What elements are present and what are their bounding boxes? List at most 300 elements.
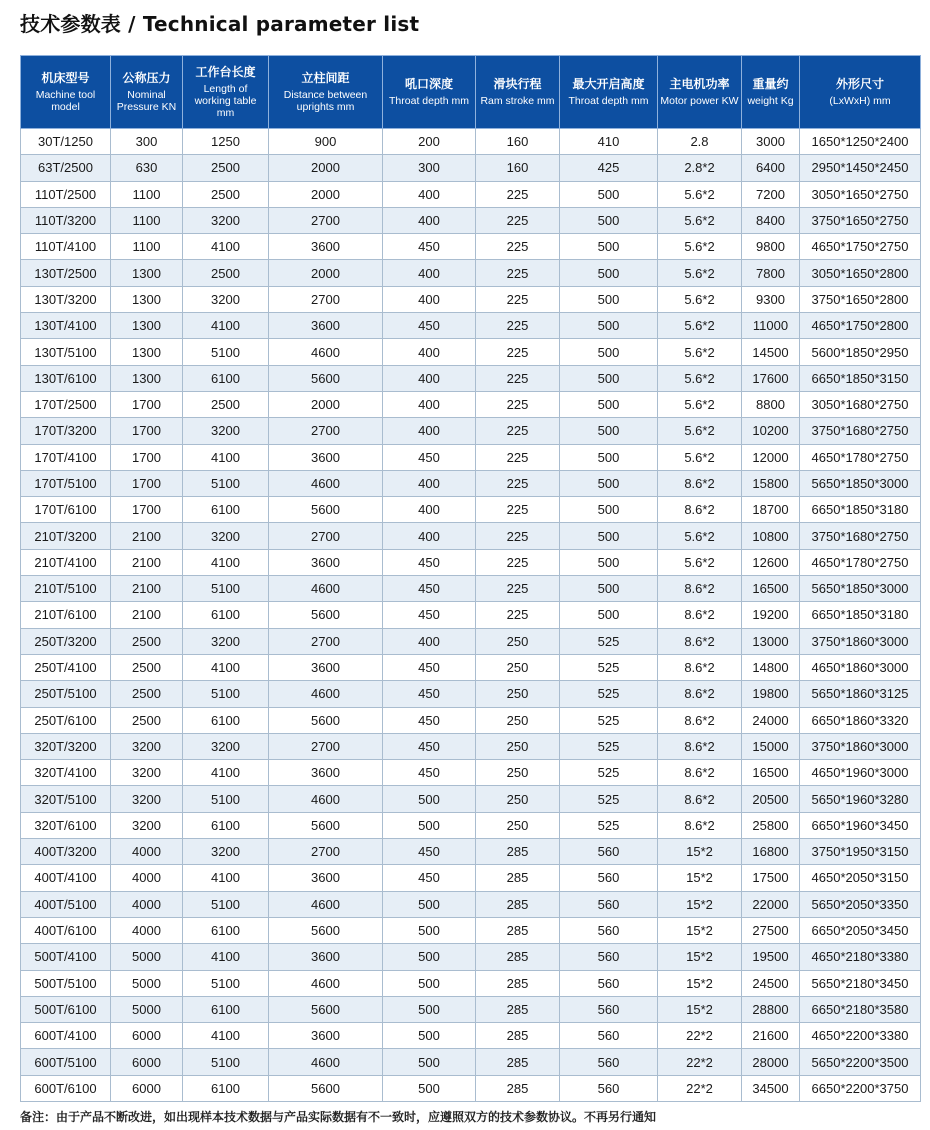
table-cell: 2100 — [111, 523, 183, 549]
table-cell: 3600 — [269, 654, 383, 680]
table-row — [21, 839, 921, 865]
table-cell: 110T/2500 — [21, 181, 111, 207]
table-cell: 6650*1850*3180 — [800, 497, 921, 523]
table-cell: 400 — [383, 286, 476, 312]
table-cell: 250 — [476, 733, 560, 759]
table-cell: 4650*1780*2750 — [800, 444, 921, 470]
table-row — [21, 207, 921, 233]
table-cell: 500 — [560, 576, 658, 602]
table-cell: 7200 — [742, 181, 800, 207]
table-cell: 130T/2500 — [21, 260, 111, 286]
table-cell: 5100 — [183, 970, 269, 996]
table-cell: 5100 — [183, 339, 269, 365]
table-cell: 500T/5100 — [21, 970, 111, 996]
table-cell: 22*2 — [658, 1075, 742, 1101]
table-cell: 14800 — [742, 654, 800, 680]
table-cell: 15*2 — [658, 917, 742, 943]
table-cell: 5.6*2 — [658, 260, 742, 286]
table-cell: 22*2 — [658, 1049, 742, 1075]
table-cell: 3750*1680*2750 — [800, 418, 921, 444]
table-cell: 16500 — [742, 760, 800, 786]
table-cell: 1700 — [111, 444, 183, 470]
table-cell: 500T/6100 — [21, 996, 111, 1022]
column-header-cn: 外形尺寸 — [835, 77, 884, 92]
table-cell: 2000 — [269, 391, 383, 417]
table-cell: 630 — [111, 155, 183, 181]
table-cell: 6650*1850*3150 — [800, 365, 921, 391]
table-cell: 525 — [560, 707, 658, 733]
table-cell: 5100 — [183, 891, 269, 917]
table-body — [21, 129, 921, 1102]
table-cell: 6650*2180*3580 — [800, 996, 921, 1022]
table-cell: 500 — [383, 891, 476, 917]
table-cell: 320T/5100 — [21, 786, 111, 812]
table-cell: 2500 — [111, 681, 183, 707]
table-cell: 225 — [476, 260, 560, 286]
table-row — [21, 576, 921, 602]
table-row — [21, 944, 921, 970]
table-cell: 2100 — [111, 602, 183, 628]
table-cell: 4600 — [269, 576, 383, 602]
table-cell: 15*2 — [658, 839, 742, 865]
table-cell: 2500 — [183, 181, 269, 207]
table-cell: 5600 — [269, 497, 383, 523]
table-cell: 2700 — [269, 839, 383, 865]
table-cell: 400 — [383, 260, 476, 286]
table-cell: 500T/4100 — [21, 944, 111, 970]
table-cell: 5600 — [269, 1075, 383, 1101]
table-cell: 6650*1960*3450 — [800, 812, 921, 838]
table-cell: 5.6*2 — [658, 523, 742, 549]
table-cell: 27500 — [742, 917, 800, 943]
column-header — [111, 56, 183, 129]
table-cell: 4600 — [269, 681, 383, 707]
column-header-en: Throat depth mm — [389, 94, 469, 107]
table-cell: 225 — [476, 207, 560, 233]
table-cell: 4000 — [111, 839, 183, 865]
table-cell: 6000 — [111, 1049, 183, 1075]
table-row — [21, 707, 921, 733]
table-cell: 4650*1780*2750 — [800, 549, 921, 575]
table-cell: 3750*1650*2750 — [800, 207, 921, 233]
table-row — [21, 602, 921, 628]
table-cell: 2500 — [111, 628, 183, 654]
table-cell: 5.6*2 — [658, 365, 742, 391]
table-cell: 6100 — [183, 602, 269, 628]
table-cell: 250T/6100 — [21, 707, 111, 733]
table-cell: 7800 — [742, 260, 800, 286]
table-cell: 560 — [560, 996, 658, 1022]
table-cell: 4100 — [183, 944, 269, 970]
table-cell: 19500 — [742, 944, 800, 970]
table-cell: 22*2 — [658, 1023, 742, 1049]
table-cell: 3750*1680*2750 — [800, 523, 921, 549]
table-cell: 130T/6100 — [21, 365, 111, 391]
column-header — [269, 56, 383, 129]
table-cell: 8.6*2 — [658, 733, 742, 759]
table-cell: 5.6*2 — [658, 313, 742, 339]
table-cell: 250 — [476, 654, 560, 680]
table-row — [21, 339, 921, 365]
table-cell: 400 — [383, 497, 476, 523]
table-cell: 225 — [476, 418, 560, 444]
table-cell: 5650*2050*3350 — [800, 891, 921, 917]
table-cell: 130T/4100 — [21, 313, 111, 339]
table-cell: 600T/4100 — [21, 1023, 111, 1049]
table-cell: 8800 — [742, 391, 800, 417]
table-cell: 160 — [476, 129, 560, 155]
table-cell: 2100 — [111, 576, 183, 602]
table-cell: 22000 — [742, 891, 800, 917]
table-cell: 1100 — [111, 234, 183, 260]
table-cell: 2500 — [183, 391, 269, 417]
table-cell: 19200 — [742, 602, 800, 628]
table-cell: 285 — [476, 1023, 560, 1049]
table-cell: 5100 — [183, 1049, 269, 1075]
table-cell: 1300 — [111, 313, 183, 339]
table-row — [21, 891, 921, 917]
table-cell: 3750*1860*3000 — [800, 628, 921, 654]
table-cell: 400 — [383, 628, 476, 654]
table-cell: 560 — [560, 917, 658, 943]
table-cell: 5000 — [111, 944, 183, 970]
table-cell: 450 — [383, 681, 476, 707]
table-cell: 28000 — [742, 1049, 800, 1075]
column-header-en: Length of working table mm — [194, 82, 257, 119]
table-cell: 5650*2180*3450 — [800, 970, 921, 996]
table-cell: 225 — [476, 286, 560, 312]
table-cell: 5000 — [111, 996, 183, 1022]
table-cell: 6400 — [742, 155, 800, 181]
table-cell: 4650*1750*2750 — [800, 234, 921, 260]
table-cell: 3750*1860*3000 — [800, 733, 921, 759]
table-row — [21, 970, 921, 996]
table-cell: 3600 — [269, 865, 383, 891]
column-header-cn: 重量约 — [752, 77, 789, 92]
table-cell: 15*2 — [658, 970, 742, 996]
table-cell: 170T/5100 — [21, 470, 111, 496]
column-header-cn: 吼口深度 — [404, 77, 453, 92]
table-cell: 15*2 — [658, 944, 742, 970]
table-cell: 225 — [476, 576, 560, 602]
table-cell: 2000 — [269, 181, 383, 207]
table-cell: 3750*1650*2800 — [800, 286, 921, 312]
table-cell: 400T/3200 — [21, 839, 111, 865]
table-cell: 525 — [560, 733, 658, 759]
table-cell: 250 — [476, 812, 560, 838]
table-cell: 400 — [383, 470, 476, 496]
table-cell: 2000 — [269, 260, 383, 286]
table-cell: 5100 — [183, 681, 269, 707]
table-cell: 225 — [476, 181, 560, 207]
table-cell: 3050*1650*2750 — [800, 181, 921, 207]
table-cell: 6100 — [183, 365, 269, 391]
table-row — [21, 1023, 921, 1049]
table-cell: 2700 — [269, 733, 383, 759]
table-cell: 3000 — [742, 129, 800, 155]
table-row — [21, 523, 921, 549]
table-cell: 450 — [383, 444, 476, 470]
table-cell: 110T/3200 — [21, 207, 111, 233]
table-cell: 225 — [476, 391, 560, 417]
table-cell: 560 — [560, 1023, 658, 1049]
table-cell: 160 — [476, 155, 560, 181]
table-row — [21, 1049, 921, 1075]
column-header-cn: 机床型号 — [41, 71, 90, 86]
table-cell: 8.6*2 — [658, 707, 742, 733]
table-cell: 500 — [560, 497, 658, 523]
table-cell: 1300 — [111, 286, 183, 312]
footnote: 备注：由于产品不断改进，如出现样本技术数据与产品实际数据有不一致时，应遵照双方的技术参数协议。不再另行通知 — [20, 1110, 657, 1124]
table-cell: 6650*2200*3750 — [800, 1075, 921, 1101]
table-cell: 450 — [383, 602, 476, 628]
table-cell: 500 — [560, 365, 658, 391]
table-row — [21, 733, 921, 759]
table-cell: 1300 — [111, 260, 183, 286]
table-cell: 425 — [560, 155, 658, 181]
table-cell: 15*2 — [658, 865, 742, 891]
column-header — [742, 56, 800, 129]
table-cell: 225 — [476, 497, 560, 523]
table-cell: 560 — [560, 865, 658, 891]
table-row — [21, 155, 921, 181]
table-cell: 250T/5100 — [21, 681, 111, 707]
table-cell: 15*2 — [658, 996, 742, 1022]
table-cell: 5.6*2 — [658, 339, 742, 365]
table-cell: 450 — [383, 760, 476, 786]
table-cell: 170T/6100 — [21, 497, 111, 523]
table-row — [21, 497, 921, 523]
table-cell: 225 — [476, 523, 560, 549]
table-cell: 3050*1680*2750 — [800, 391, 921, 417]
table-cell: 4100 — [183, 444, 269, 470]
table-cell: 250 — [476, 681, 560, 707]
column-header-en: weight Kg — [747, 94, 794, 107]
table-cell: 17500 — [742, 865, 800, 891]
table-row — [21, 865, 921, 891]
table-cell: 5600 — [269, 812, 383, 838]
table-cell: 4100 — [183, 1023, 269, 1049]
table-cell: 500 — [560, 470, 658, 496]
table-cell: 3200 — [183, 207, 269, 233]
table-cell: 2500 — [111, 707, 183, 733]
table-cell: 6100 — [183, 707, 269, 733]
table-cell: 6650*1850*3180 — [800, 602, 921, 628]
table-cell: 4100 — [183, 654, 269, 680]
table-cell: 5600*1850*2950 — [800, 339, 921, 365]
column-header-cn: 最大开启高度 — [572, 77, 645, 92]
table-cell: 560 — [560, 1075, 658, 1101]
table-cell: 450 — [383, 865, 476, 891]
table-cell: 500 — [383, 996, 476, 1022]
table-cell: 2000 — [269, 155, 383, 181]
column-header — [183, 56, 269, 129]
table-cell: 5600 — [269, 996, 383, 1022]
table-cell: 2700 — [269, 418, 383, 444]
table-cell: 5600 — [269, 917, 383, 943]
table-cell: 15*2 — [658, 891, 742, 917]
table-cell: 225 — [476, 365, 560, 391]
table-cell: 285 — [476, 891, 560, 917]
table-row — [21, 260, 921, 286]
table-row — [21, 996, 921, 1022]
table-cell: 5650*1850*3000 — [800, 470, 921, 496]
table-cell: 225 — [476, 234, 560, 260]
table-row — [21, 181, 921, 207]
table-cell: 225 — [476, 470, 560, 496]
table-cell: 1700 — [111, 391, 183, 417]
table-cell: 3750*1950*3150 — [800, 839, 921, 865]
table-cell: 600T/5100 — [21, 1049, 111, 1075]
table-cell: 285 — [476, 944, 560, 970]
table-cell: 210T/5100 — [21, 576, 111, 602]
table-row — [21, 234, 921, 260]
table-cell: 250 — [476, 760, 560, 786]
table-cell: 1300 — [111, 339, 183, 365]
table-cell: 450 — [383, 576, 476, 602]
table-cell: 285 — [476, 865, 560, 891]
table-cell: 5650*1860*3125 — [800, 681, 921, 707]
table-row — [21, 760, 921, 786]
table-cell: 3600 — [269, 549, 383, 575]
table-cell: 500 — [383, 786, 476, 812]
table-cell: 15000 — [742, 733, 800, 759]
table-cell: 6650*2050*3450 — [800, 917, 921, 943]
table-cell: 500 — [560, 286, 658, 312]
table-row — [21, 365, 921, 391]
table-row — [21, 786, 921, 812]
table-cell: 400T/4100 — [21, 865, 111, 891]
table-cell: 8.6*2 — [658, 602, 742, 628]
table-cell: 225 — [476, 339, 560, 365]
column-header-en: Nominal Pressure KN — [116, 88, 177, 113]
table-cell: 285 — [476, 970, 560, 996]
table-row — [21, 286, 921, 312]
table-cell: 525 — [560, 681, 658, 707]
table-cell: 500 — [560, 260, 658, 286]
table-row — [21, 391, 921, 417]
table-cell: 5.6*2 — [658, 391, 742, 417]
table-cell: 400T/6100 — [21, 917, 111, 943]
table-cell: 9300 — [742, 286, 800, 312]
table-cell: 2100 — [111, 549, 183, 575]
table-cell: 3200 — [111, 760, 183, 786]
column-header-cn: 主电机功率 — [669, 77, 730, 92]
table-cell: 525 — [560, 654, 658, 680]
table-cell: 6100 — [183, 1075, 269, 1101]
table-cell: 4100 — [183, 234, 269, 260]
table-row — [21, 917, 921, 943]
table-cell: 500 — [383, 1049, 476, 1075]
table-cell: 16800 — [742, 839, 800, 865]
table-cell: 3600 — [269, 444, 383, 470]
table-cell: 4100 — [183, 313, 269, 339]
table-cell: 560 — [560, 1049, 658, 1075]
table-cell: 8.6*2 — [658, 812, 742, 838]
table-cell: 4650*1750*2800 — [800, 313, 921, 339]
column-header-en: Throat depth mm — [568, 94, 649, 107]
table-cell: 5600 — [269, 365, 383, 391]
table-row — [21, 549, 921, 575]
table-cell: 400 — [383, 365, 476, 391]
table-cell: 5100 — [183, 786, 269, 812]
table-cell: 3200 — [183, 733, 269, 759]
table-cell: 1650*1250*2400 — [800, 129, 921, 155]
table-cell: 8.6*2 — [658, 576, 742, 602]
table-cell: 500 — [560, 549, 658, 575]
table-cell: 250T/4100 — [21, 654, 111, 680]
table-cell: 12000 — [742, 444, 800, 470]
table-cell: 4600 — [269, 786, 383, 812]
table-cell: 2500 — [183, 260, 269, 286]
table-cell: 1700 — [111, 497, 183, 523]
table-cell: 3200 — [183, 286, 269, 312]
table-cell: 1700 — [111, 470, 183, 496]
table-cell: 500 — [560, 234, 658, 260]
table-cell: 8400 — [742, 207, 800, 233]
table-cell: 14500 — [742, 339, 800, 365]
table-row — [21, 444, 921, 470]
table-cell: 20500 — [742, 786, 800, 812]
table-cell: 2700 — [269, 286, 383, 312]
table-cell: 2500 — [111, 654, 183, 680]
table-cell: 400T/5100 — [21, 891, 111, 917]
table-cell: 3600 — [269, 944, 383, 970]
table-cell: 4600 — [269, 970, 383, 996]
table-cell: 4650*2050*3150 — [800, 865, 921, 891]
table-cell: 25800 — [742, 812, 800, 838]
table-cell: 5650*2200*3500 — [800, 1049, 921, 1075]
table-cell: 10200 — [742, 418, 800, 444]
table-cell: 1300 — [111, 365, 183, 391]
table-cell: 3600 — [269, 760, 383, 786]
table-cell: 8.6*2 — [658, 681, 742, 707]
column-header-en: Distance between uprights mm — [283, 88, 368, 113]
table-cell: 250 — [476, 707, 560, 733]
table-cell: 8.6*2 — [658, 628, 742, 654]
table-cell: 5100 — [183, 470, 269, 496]
table-cell: 5650*1960*3280 — [800, 786, 921, 812]
table-cell: 3200 — [111, 812, 183, 838]
table-cell: 5.6*2 — [658, 286, 742, 312]
table-cell: 5.6*2 — [658, 549, 742, 575]
table-cell: 210T/4100 — [21, 549, 111, 575]
table-header — [21, 56, 921, 129]
table-cell: 6650*1860*3320 — [800, 707, 921, 733]
column-header — [476, 56, 560, 129]
table-cell: 3200 — [111, 786, 183, 812]
table-cell: 4000 — [111, 917, 183, 943]
table-cell: 300 — [111, 129, 183, 155]
table-cell: 110T/4100 — [21, 234, 111, 260]
table-cell: 250 — [476, 786, 560, 812]
column-header — [21, 56, 111, 129]
table-cell: 4600 — [269, 891, 383, 917]
table-cell: 1100 — [111, 207, 183, 233]
table-cell: 500 — [560, 418, 658, 444]
table-cell: 5.6*2 — [658, 444, 742, 470]
table-cell: 400 — [383, 207, 476, 233]
column-header-cn: 公称压力 — [122, 71, 171, 86]
table-cell: 500 — [560, 444, 658, 470]
table-cell: 170T/2500 — [21, 391, 111, 417]
table-cell: 1700 — [111, 418, 183, 444]
table-cell: 500 — [383, 1075, 476, 1101]
table-cell: 6100 — [183, 497, 269, 523]
table-cell: 8.6*2 — [658, 497, 742, 523]
table-row — [21, 418, 921, 444]
table-cell: 5.6*2 — [658, 181, 742, 207]
